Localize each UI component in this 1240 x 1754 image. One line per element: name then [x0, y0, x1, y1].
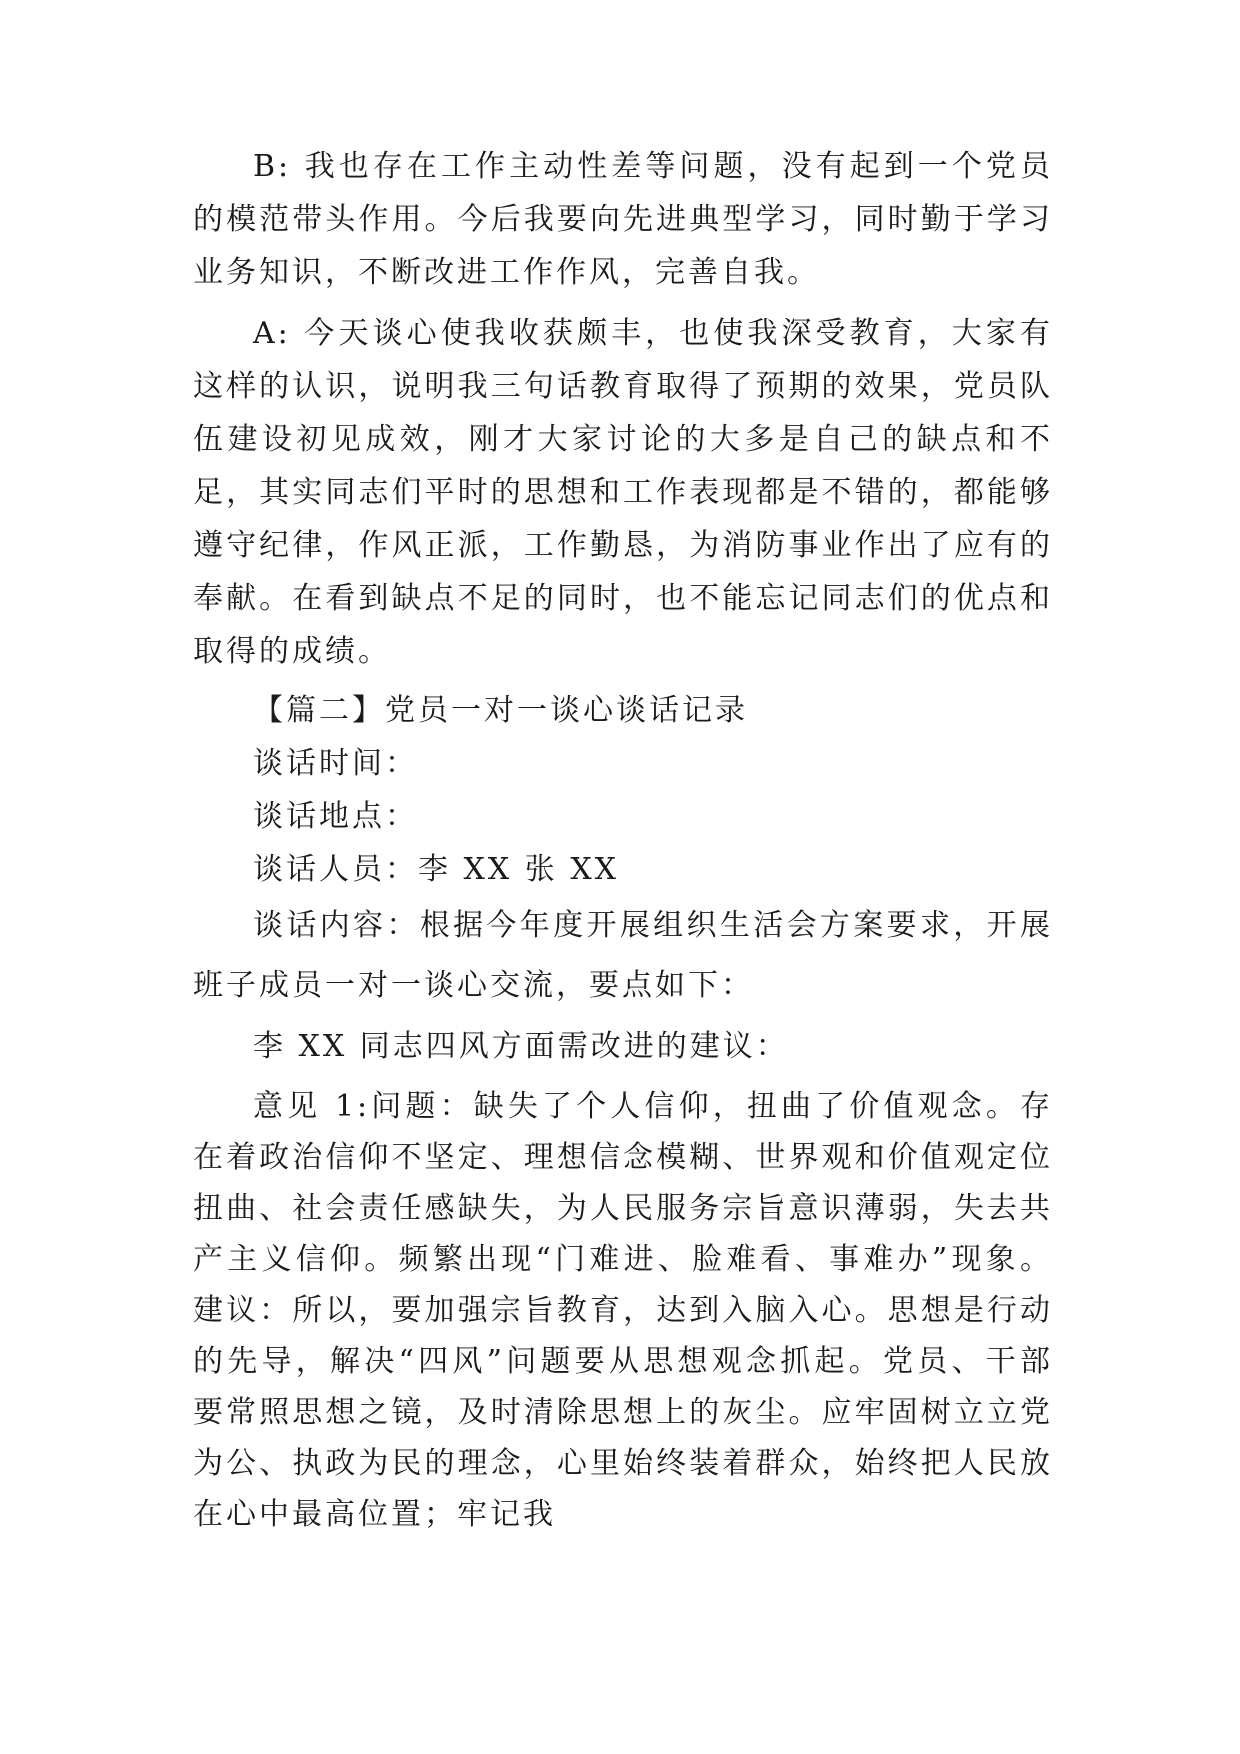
paragraph-b-reply: B: 我也存在工作主动性差等问题，没有起到一个党员的模范带头作用。今后我要向先进典型学习，同时勤于学习业务知识，不断改进工作作风，完善自我。 [193, 149, 1053, 290]
talk-content: 谈话内容：根据今年度开展组织生活会方案要求，开展班子成员一对一谈心交流，要点如下： [193, 908, 1053, 1003]
talk-place-label: 谈话地点： [253, 799, 418, 834]
section-title: 【篇二】党员一对一谈心谈话记录 [253, 693, 748, 728]
suggestion-heading: 李 XX 同志四风方面需改进的建议： [253, 1029, 789, 1064]
document-body [193, 140, 1053, 1544]
opinion-1: 意见 1:问题：缺失了个人信仰，扭曲了价值观念。存在着政治信仰不坚定、理想信念模糊、世界观和价值观定位扭曲、社会责任感缺失，为人民服务宗旨意识薄弱，失去共产主义信仰。频繁出现“门难进、脸难看、事难办”现象。建议：所以，要加强宗旨教育，达到入脑入心。思想是行动的先导，解决“四风”问题要从思想观念抓起。党员、干部要常照思想之镜，及时清除思想上的灰尘。应牢固树立立党为公、执政为民的理念，心里始终装着群众，始终把人民放在心中最高位置；牢记我 [193, 1089, 1053, 1532]
paragraph-a-summary: A: 今天谈心使我收获颇丰，也使我深受教育，大家有这样的认识，说明我三句话教育取得了预期的效果，党员队伍建设初见成效，刚才大家讨论的大多是自己的缺点和不足，其实同志们平时的思想和工作表现都是不错的，都能够遵守纪律，作风正派，工作勤恳，为消防事业作出了应有的奉献。在看到缺点不足的同时，也不能忘记同志们的优点和取得的成绩。 [193, 316, 1053, 669]
talk-time-label: 谈话时间： [253, 746, 418, 781]
talk-people: 谈话人员：李 XX 张 XX [253, 852, 620, 887]
